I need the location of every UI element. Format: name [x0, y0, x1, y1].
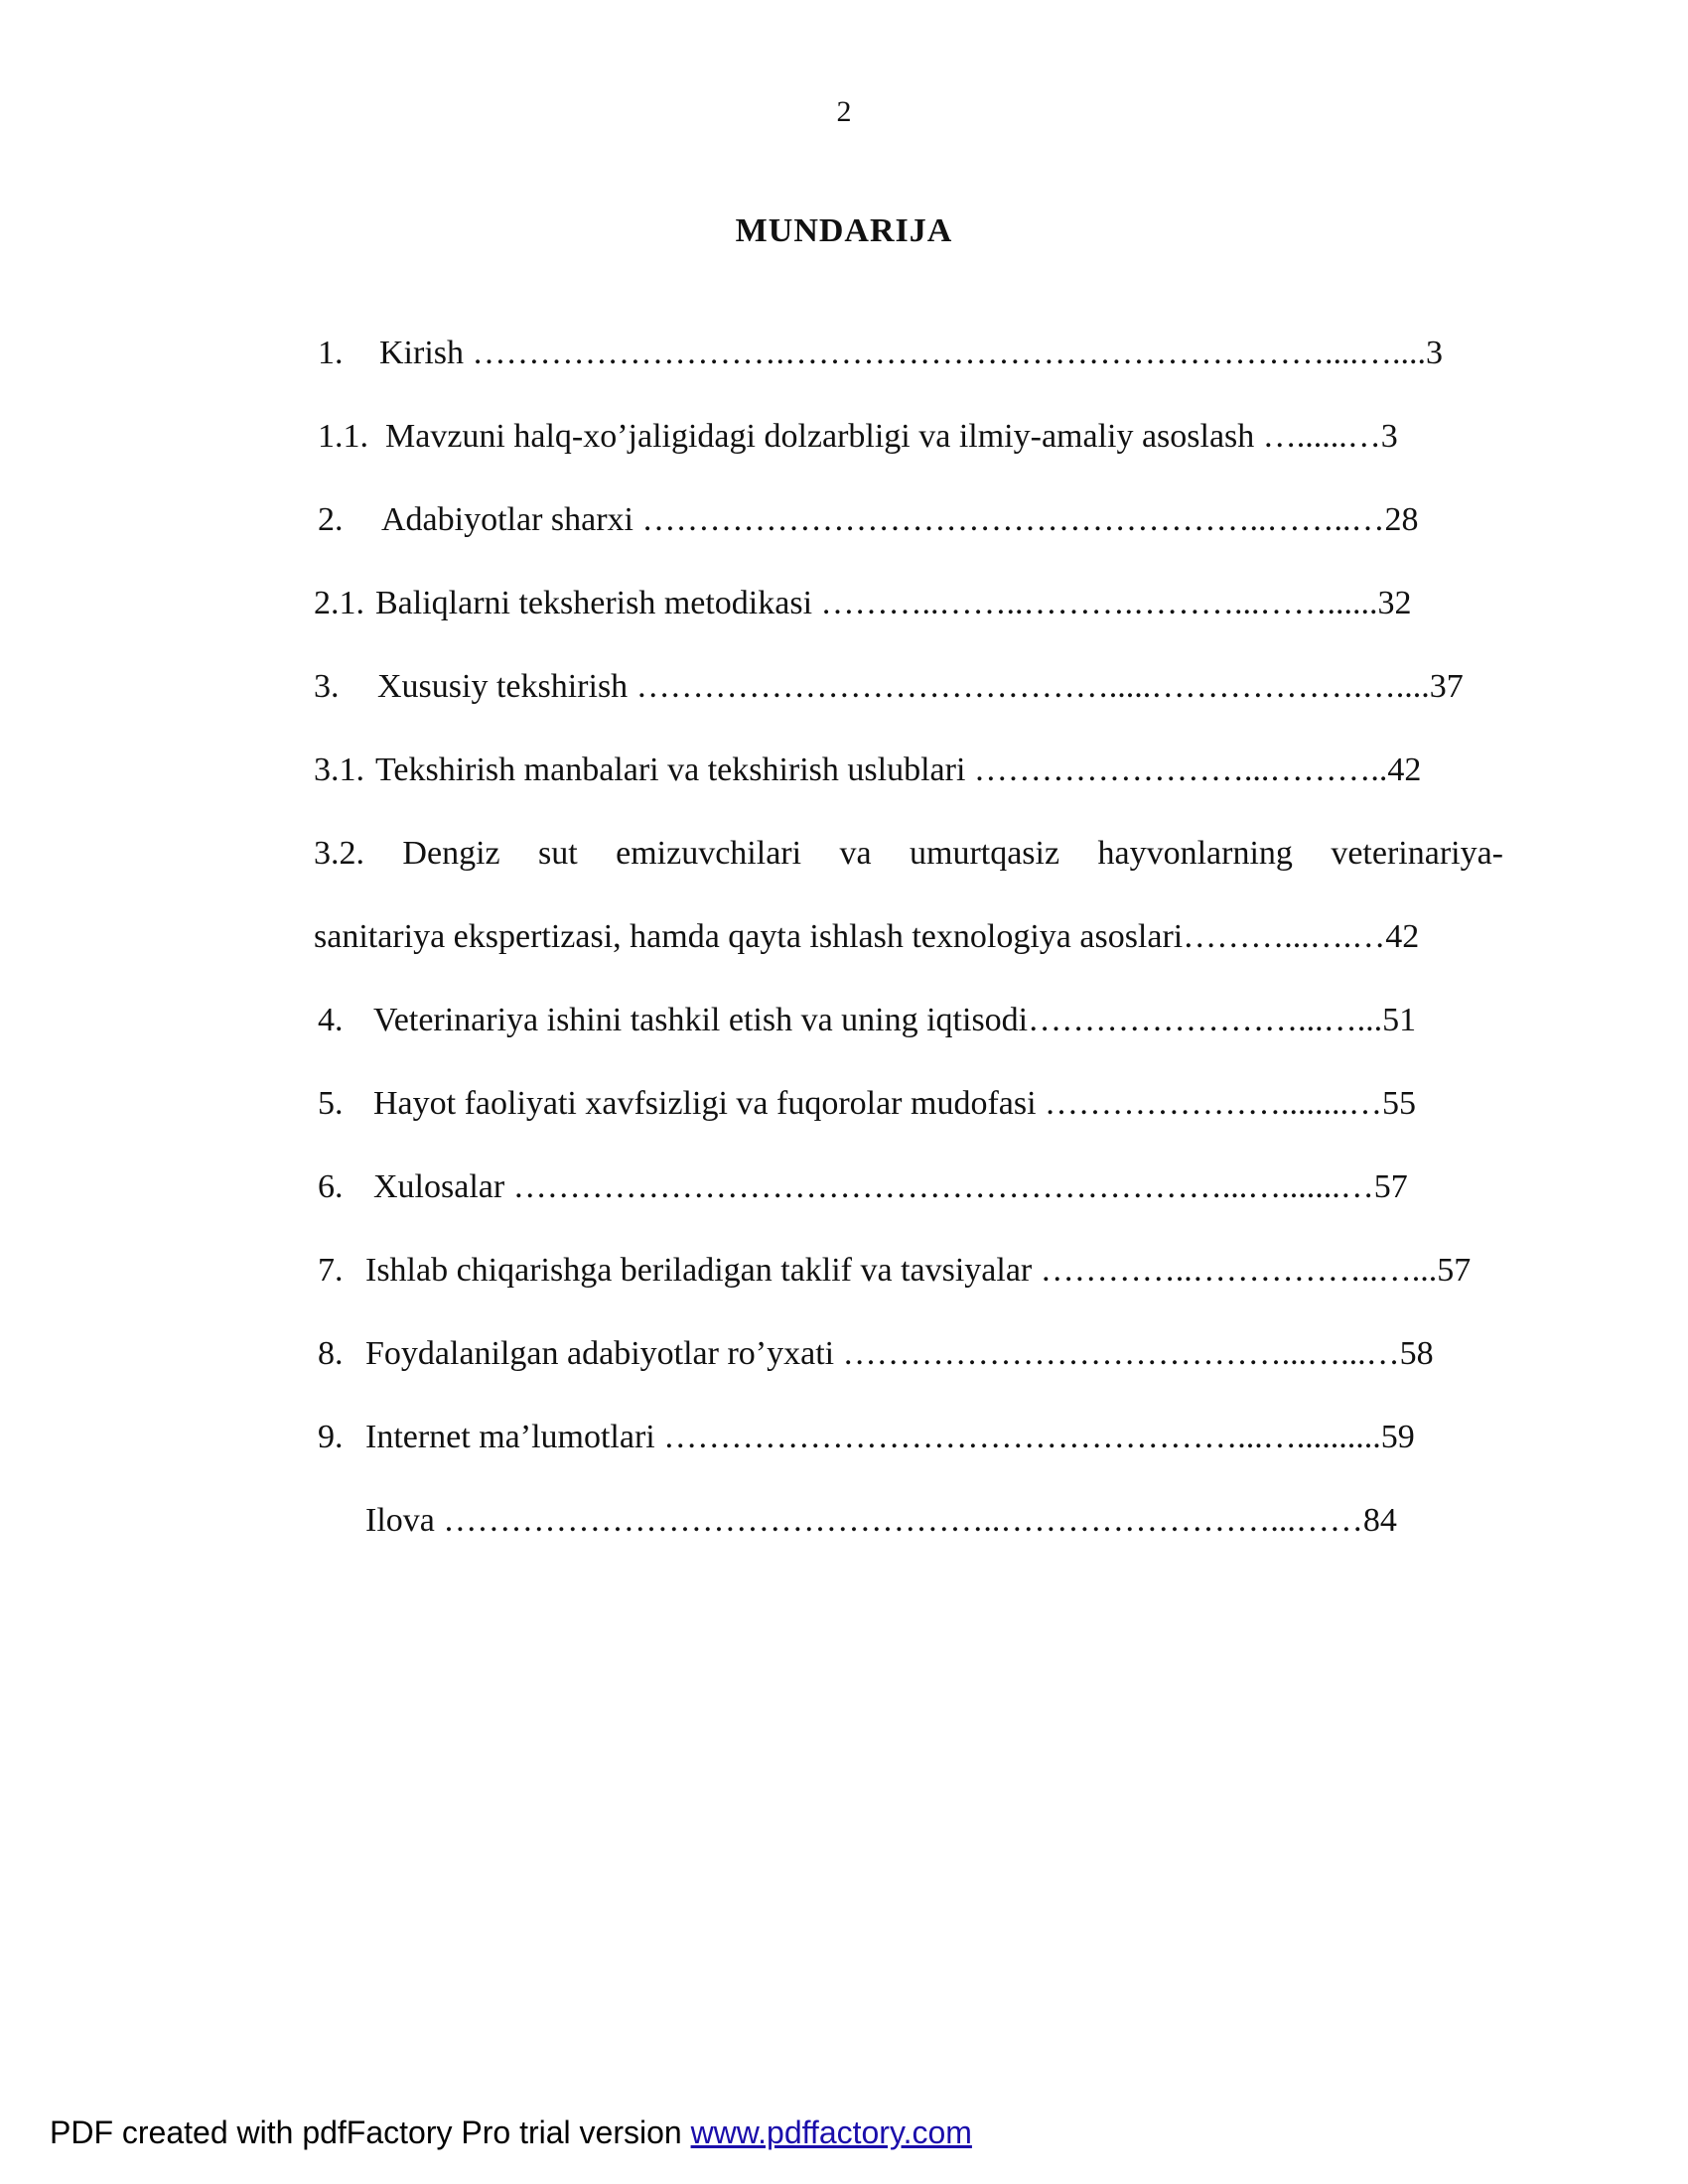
toc-entry — [314, 582, 1412, 625]
toc-entry-number: 6. — [318, 1168, 344, 1205]
toc-entry-leader: …………………………………………..……………………...…… — [443, 1502, 1363, 1539]
toc-entry-page: 32 — [1377, 585, 1412, 621]
toc-entry-number: 2. — [318, 501, 344, 538]
toc-entry-title: Kirish — [379, 335, 464, 371]
toc-entry — [318, 999, 1416, 1042]
toc-entry-page: 3 — [1380, 418, 1398, 455]
toc-entry-leader: ……………………...…... — [1028, 1002, 1383, 1038]
toc-entry-page: 37 — [1429, 668, 1464, 705]
toc-entry-word: emizuvchilari — [616, 835, 802, 872]
toc-entry — [318, 498, 1419, 542]
toc-entry-title: Ishlab chiqarishga beriladigan taklif va tavsiyalar — [365, 1252, 1033, 1289]
toc-entry-number: 3.1. — [314, 751, 364, 788]
toc-entry-word: umurtqasiz — [910, 835, 1060, 872]
toc-entry-title: Hayot faoliyati xavfsizligi va fuqorolar mudofasi — [373, 1085, 1037, 1122]
toc-entry-number: 9. — [318, 1419, 344, 1455]
toc-entry-word: veterinariya- — [1331, 835, 1503, 872]
toc-entry — [314, 749, 1421, 792]
footer-text: PDF created with pdfFactory Pro trial version — [50, 2115, 691, 2150]
toc-entry-page: 58 — [1399, 1335, 1434, 1372]
toc-entry-page: 3 — [1426, 335, 1443, 371]
toc-entry-title: Ilova — [365, 1502, 435, 1539]
toc-entry — [318, 1332, 1434, 1376]
toc-entry-word: sut — [538, 835, 578, 872]
toc-entry — [365, 1499, 1397, 1543]
toc-entry-word: hayvonlarning — [1097, 835, 1293, 872]
toc-entry-title: Baliqlarni teksherish metodikasi — [375, 585, 813, 621]
toc-entry-title: Foydalanilgan adabiyotlar ro’yxati — [365, 1335, 835, 1372]
toc-entry-word: va — [839, 835, 872, 872]
toc-entry-leader: ……………………….…………………………………………....….... — [472, 335, 1426, 371]
toc-entry-number: 1. — [318, 335, 344, 371]
toc-entry-title: sanitariya ekspertizasi, hamda qayta ishlash texnologiya asoslari — [314, 918, 1184, 955]
toc-entry-number: 2.1. — [314, 585, 364, 621]
toc-entry — [314, 665, 1464, 709]
toc-entry-number: 5. — [318, 1085, 344, 1122]
toc-entry — [318, 1416, 1415, 1459]
toc-entry-page: 57 — [1373, 1168, 1408, 1205]
toc-entry-title: Xulosalar — [373, 1168, 505, 1205]
toc-entry-leader: …………………………………….....……………….….... — [635, 668, 1430, 705]
toc-entry-title: Xususiy tekshirish — [377, 668, 629, 705]
toc-entry-page: 59 — [1380, 1419, 1415, 1455]
toc-entry-leader: …......… — [1262, 418, 1381, 455]
toc-entry-page: 42 — [1387, 751, 1422, 788]
toc-entry-leader: ………...….… — [1183, 918, 1386, 955]
toc-entry-number: 4. — [318, 1002, 344, 1038]
footer-link[interactable]: www.pdffactory.com — [690, 2115, 972, 2150]
toc-entry-page: 42 — [1385, 918, 1420, 955]
toc-entry-page: 51 — [1382, 1002, 1417, 1038]
toc-entry-leader: ……………………………………………...….......... — [663, 1419, 1381, 1455]
toc-entry — [318, 1249, 1471, 1293]
table-of-contents — [0, 332, 1688, 1572]
toc-entry-title: Veterinariya ishini tashkil etish va uning iqtisodi — [373, 1002, 1029, 1038]
toc-entry-leader: ………………………………………………..……..… — [641, 501, 1385, 538]
toc-entry-leader: ………………………………………………………...….......… — [512, 1168, 1374, 1205]
toc-entry-page: 28 — [1384, 501, 1419, 538]
toc-entry-leader: …………………........… — [1045, 1085, 1383, 1122]
toc-entry-number: 3.2. — [314, 835, 364, 872]
page-title: MUNDARIJA — [735, 212, 953, 249]
toc-entry — [318, 415, 1398, 459]
toc-entry-number: 3. — [314, 668, 340, 705]
toc-entry-page: 57 — [1437, 1252, 1472, 1289]
toc-entry-leader: ……………………...……….. — [973, 751, 1388, 788]
toc-entry-page: 55 — [1382, 1085, 1417, 1122]
toc-entry-title: Mavzuni halq-xo’jaligidagi dolzarbligi va ilmiy-amaliy asoslash — [385, 418, 1255, 455]
toc-entry — [314, 915, 1419, 959]
pdf-footer — [50, 2115, 972, 2151]
toc-entry-leader: …………………………………...…...… — [842, 1335, 1400, 1372]
toc-entry-leader: ………..……..……….………...……...... — [820, 585, 1378, 621]
page-number: 2 — [836, 95, 852, 128]
toc-entry-leader: …………..……………..…... — [1040, 1252, 1438, 1289]
toc-entry — [318, 1165, 1408, 1209]
toc-entry-justified — [314, 832, 1503, 876]
toc-entry-word: Dengiz — [402, 835, 500, 872]
toc-entry-number: 7. — [318, 1252, 344, 1289]
toc-entry-number: 8. — [318, 1335, 344, 1372]
toc-entry-title: Adabiyotlar sharxi — [381, 501, 633, 538]
toc-entry-number: 1.1. — [318, 418, 368, 455]
toc-entry — [318, 332, 1443, 375]
toc-entry — [318, 1082, 1416, 1126]
toc-entry-page: 84 — [1362, 1502, 1397, 1539]
toc-entry-title: Tekshirish manbalari va tekshirish uslublari — [375, 751, 966, 788]
toc-entry-title: Internet ma’lumotlari — [365, 1419, 655, 1455]
